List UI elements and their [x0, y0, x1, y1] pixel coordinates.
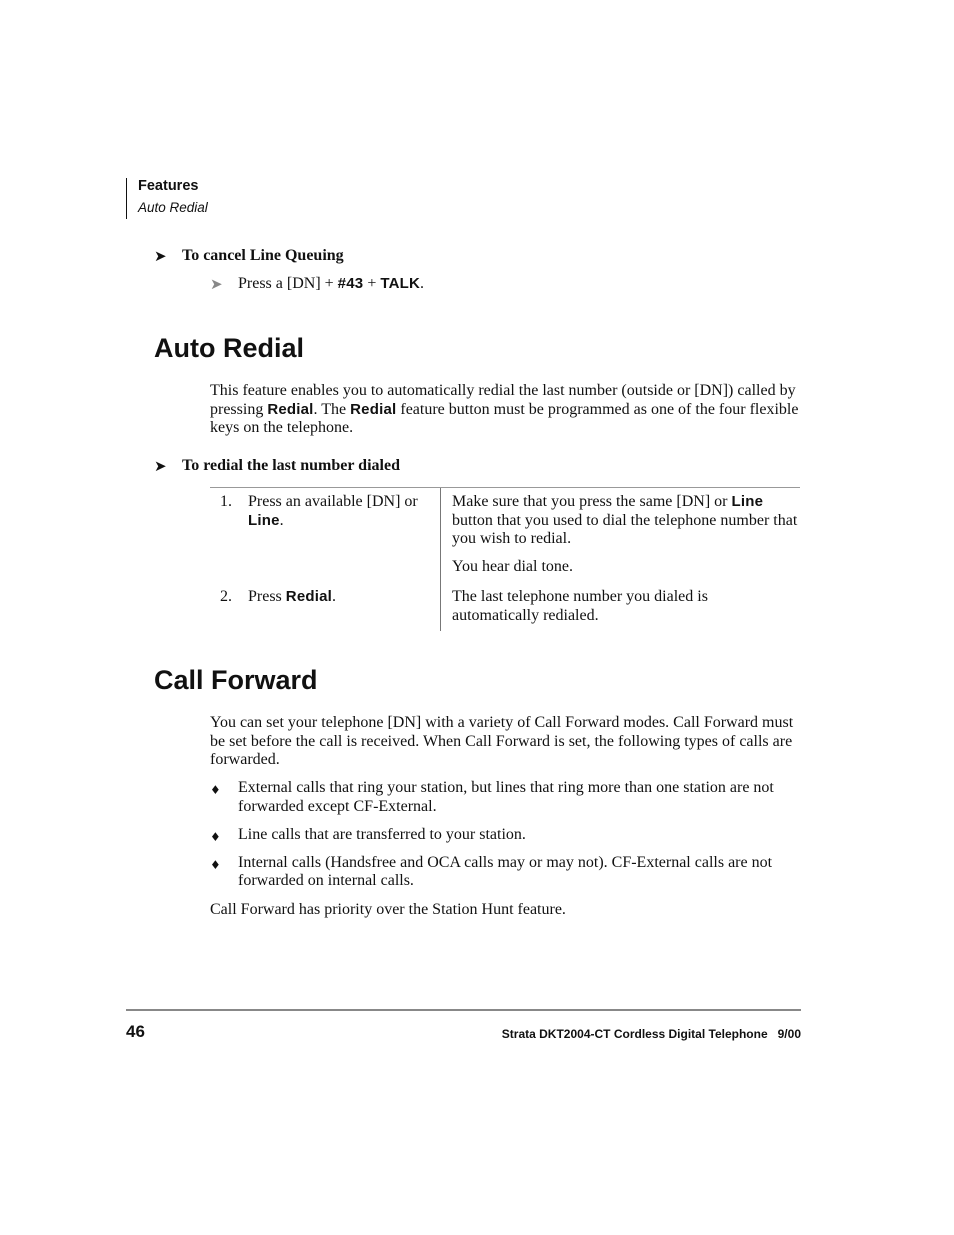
auto-redial-intro — [210, 382, 802, 438]
action-prefix: Press — [248, 588, 286, 605]
procedure-step — [210, 275, 425, 295]
key-redial: Redial — [267, 400, 314, 418]
intro-part1: This feature enables you to automatically redial the last number (outside or [DN]) called by pressing — [210, 382, 796, 418]
step-2-action — [248, 588, 434, 607]
arrow-icon: ➤ — [154, 457, 167, 475]
diamond-bullet-icon: ♦ — [210, 857, 221, 872]
step-text-prefix: Press a [DN] + — [238, 275, 338, 292]
auto-redial-heading: Auto Redial — [154, 333, 305, 363]
step-text — [238, 275, 424, 294]
list-item — [210, 826, 802, 845]
list-item-text: Internal calls (Handsfree and OCA calls may or may not). CF-External calls are not forwarded on internal calls. — [238, 853, 773, 889]
step-1-result — [452, 493, 800, 549]
header-rule — [126, 178, 127, 219]
step-suffix: . — [420, 275, 425, 292]
list-item — [210, 854, 802, 891]
list-item — [210, 779, 802, 816]
footer-rule — [126, 1009, 801, 1011]
header-subsection: Auto Redial — [138, 200, 208, 215]
step-arrow-icon: ➤ — [210, 275, 223, 293]
step-1-action — [248, 493, 434, 530]
diamond-bullet-icon: ♦ — [210, 829, 221, 844]
step-1-number: 1. — [220, 493, 232, 510]
procedure-title: To redial the last number dialed — [182, 457, 400, 474]
key-redial: Redial — [285, 588, 332, 605]
step-2-number: 2. — [220, 588, 232, 605]
intro-part2: . The — [313, 400, 351, 418]
key-talk: TALK — [380, 275, 421, 292]
procedure-redial-last-number — [154, 457, 400, 476]
step-1-result-note: You hear dial tone. — [452, 558, 574, 575]
action-prefix: Press an available [DN] or — [248, 493, 418, 510]
result-suffix: button that you used to dial the telephone number that you wish to redial. — [452, 511, 798, 547]
call-forward-heading: Call Forward — [154, 665, 318, 695]
key-redial-2: Redial — [350, 400, 397, 418]
arrow-icon: ➤ — [154, 247, 167, 265]
key-line: Line — [248, 511, 280, 529]
procedure-title: To cancel Line Queuing — [182, 247, 344, 264]
step-joiner: + — [363, 275, 381, 292]
list-item-text: External calls that ring your station, but lines that ring more than one station are not forwarded except CF-External. — [238, 779, 774, 815]
result-prefix: Make sure that you press the same [DN] or — [452, 493, 732, 510]
call-forward-intro: You can set your telephone [DN] with a variety of Call Forward modes. Call Forward must be set before the call is received. When Call Forward is set, the following types of calls are forwarded. — [210, 714, 794, 768]
procedure-cancel-line-queuing — [154, 247, 344, 266]
call-forward-closing: Call Forward has priority over the Station Hunt feature. — [210, 901, 566, 918]
bullet-list — [210, 779, 802, 900]
footer-doc-title: Strata DKT2004-CT Cordless Digital Telephone 9/00 — [501, 1027, 801, 1041]
table-column-divider — [440, 488, 441, 631]
table-top-rule — [210, 487, 800, 488]
key-43: #43 — [337, 275, 364, 292]
page-number: 46 — [126, 1022, 145, 1041]
list-item-text: Line calls that are transferred to your station. — [238, 825, 526, 843]
step-2-result: The last telephone number you dialed is automatically redialed. — [452, 588, 708, 624]
key-line: Line — [731, 493, 764, 510]
intro-part3: feature button must be programmed as one of the four flexible keys on the telephone. — [210, 400, 799, 436]
action-suffix: . — [332, 588, 336, 605]
header-section: Features — [138, 178, 199, 194]
action-suffix: . — [279, 511, 284, 529]
diamond-bullet-icon: ♦ — [210, 783, 221, 797]
